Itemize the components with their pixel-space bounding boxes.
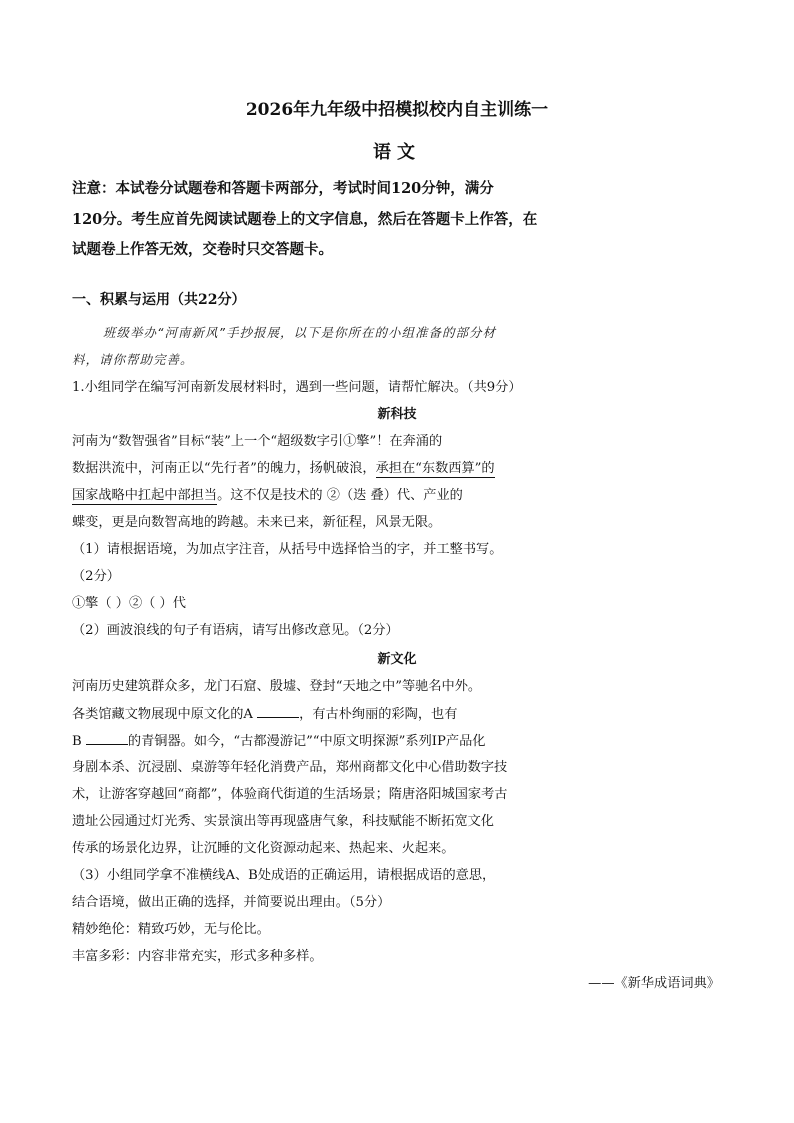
culture-line-3-a: B <box>72 734 86 749</box>
culture-line-3-b: 的青铜器。如今，“古都漫游记”“中原文明探源”系列IP产品化 <box>127 734 486 749</box>
subquestion-1-answer: ①擎（ ）②（ ）代 <box>72 596 186 611</box>
subquestion-3-line-2: 结合语境，做出正确的选择，并简要说出理由。（5分） <box>72 895 391 910</box>
tech-line-3 <box>72 487 463 505</box>
subquestion-1-score: （2分） <box>72 569 120 584</box>
notice-line-1: 注意：本试卷分试题卷和答题卡两部分，考试时间120分钟，满分 <box>72 180 494 197</box>
tech-line-4: 蝶变，更是向数智高地的跨越。未来已来，新征程，风景无限。 <box>72 515 442 530</box>
blank-a <box>257 705 299 718</box>
subquestion-1: （1）请根据语境，为加点字注音，从括号中选择恰当的字，并工整书写。 <box>72 542 503 557</box>
question-1: 1.小组同学在编写河南新发展材料时，遇到一些问题，请帮忙解决。（共9分） <box>72 380 522 395</box>
culture-line-2-a: 各类馆藏文物展现中原文化的A <box>72 707 258 722</box>
tech-line-3-text: 。这不仅是技术的 ②（迭 叠）代、产业的 <box>217 488 463 503</box>
culture-line-3 <box>72 732 485 751</box>
intro-line-2: 料，请你帮助完善。 <box>72 352 194 367</box>
subquestion-2: （2）画波浪线的句子有语病，请写出修改意见。（2分） <box>72 623 399 638</box>
culture-line-7: 传承的场景化边界，让沉睡的文化资源动起来、热起来、火起来。 <box>72 841 455 856</box>
culture-line-2 <box>72 705 457 724</box>
notice-line-2: 120分。考生应首先阅读试题卷上的文字信息，然后在答题卡上作答，在 <box>72 211 538 228</box>
tech-heading: 新科技 <box>377 407 417 422</box>
wavy-sentence-part-2: 国家战略中扛起中部担当 <box>72 488 218 503</box>
culture-heading: 新文化 <box>377 652 417 667</box>
subject-title: 语文 <box>373 142 421 163</box>
notice-line-3: 试题卷上作答无效，交卷时只交答题卡。 <box>72 241 333 258</box>
culture-line-4: 身剧本杀、沉浸剧、桌游等年轻化消费产品，郑州商都文化中心借助数字技 <box>72 760 508 775</box>
culture-line-1: 河南历史建筑群众多，龙门石窟、殷墟、登封“天地之中”等驰名中外。 <box>72 679 482 694</box>
idiom-1: 精妙绝伦：精致巧妙，无与伦比。 <box>72 922 270 937</box>
idiom-2: 丰富多彩：内容非常充实，形式多种多样。 <box>72 949 323 964</box>
culture-line-5: 术，让游客穿越回“商都”，体验商代街道的生活场景；隋唐洛阳城国家考古 <box>72 787 508 802</box>
dictionary-source: ——《新华成语词典》 <box>588 976 720 991</box>
culture-line-2-b: ，有古朴绚丽的彩陶，也有 <box>299 707 458 722</box>
section-heading: 一、积累与运用（共22分） <box>72 292 246 308</box>
culture-line-6: 遗址公园通过灯光秀、实景演出等再现盛唐气象，科技赋能不断拓宽文化 <box>72 814 494 829</box>
tech-line-1: 河南为“数智强省”目标“装”上一个“超级数字引①擎”！在奔涌的 <box>72 434 443 449</box>
blank-b <box>86 732 128 745</box>
tech-line-2-text: 数据洪流中，河南正以“先行者”的魄力，扬帆破浪， <box>72 461 376 476</box>
subquestion-3-line-1: （3）小组同学拿不准横线A、B处成语的正确运用，请根据成语的意思， <box>72 868 496 883</box>
document-title: 2026年九年级中招模拟校内自主训练一 <box>245 100 549 120</box>
intro-line-1: 班级举办“河南新风”手抄报展，以下是你所在的小组准备的部分材 <box>103 325 496 340</box>
tech-line-2 <box>72 460 495 478</box>
wavy-sentence-part-1: 承担在“东数西算”的 <box>375 461 495 476</box>
